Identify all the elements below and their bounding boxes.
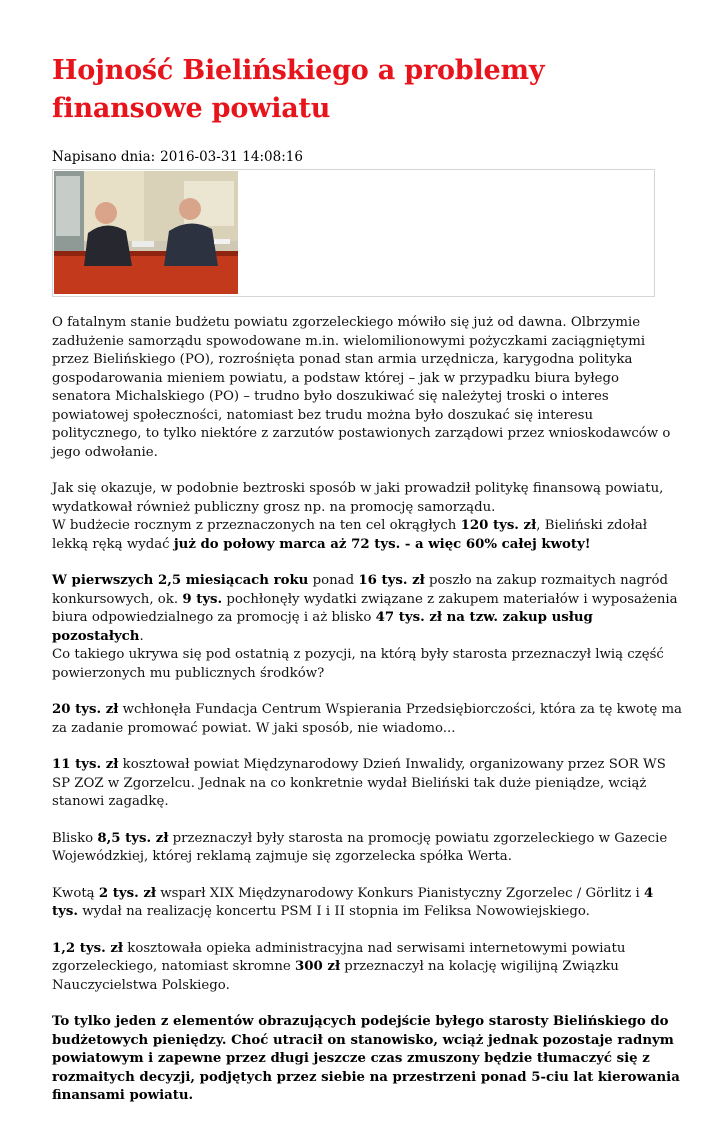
text-run: Jak się okazuje, w podobnie beztroski sposób w jaki prowadził politykę finansową powiatu, wydatkował również publiczny grosz np. na promocję samorządu. — [52, 481, 664, 515]
bold-text: 20 tys. zł — [52, 702, 119, 717]
bold-text: 9 tys. — [182, 591, 223, 607]
article-paragraph — [52, 885, 682, 922]
bold-text: już do połowy marca aż 72 tys. - a więc 60% całej kwoty! — [173, 536, 591, 552]
text-run: O fatalnym stanie budżetu powiatu zgorzeleckiego mówiło się już od dawna. Olbrzymie zadłużenie samorządu spowodowane m.in. wielomilionowymi pożyczkami zaciągniętymi przez Bielińskiego (PO), rozrośnięta ponad stan armia urzędnicza, karygodna polityka gospodarowania mieniem powiatu, a podstaw której – jak w przypadku biura byłego senatora Michalskiego (PO) – trudno było doszukiwać się należytej troski o interes powiatowej społeczności, natomiast bez trudu można było doszukać się interesu politycznego, to tylko niektóre z zarzutów postawionych zarządowi przez wnioskodawców o jego odwołanie. — [52, 315, 671, 460]
article-paragraph — [52, 830, 682, 867]
text-run: przeznaczył na kolację wigilijną Związku Nauczycielstwa Polskiego. — [52, 959, 619, 993]
text-run: , Bieliński zdołał lekką ręką wydać — [52, 518, 648, 552]
bold-text: 2 tys. zł — [98, 885, 156, 901]
text-run: kosztowała opieka administracyjna nad serwisami internetowymi powiatu zgorzeleckiego, natomiast skromne — [52, 940, 626, 974]
text-run: wydał na realizację koncertu PSM I i II stopnia im Feliksa Nowowiejskiego. — [77, 904, 590, 919]
photo-frame — [52, 169, 655, 297]
bold-text: 11 tys. zł — [52, 757, 119, 772]
article-body — [52, 314, 682, 1106]
date-value: 2016-03-31 14:08:16 — [160, 149, 303, 165]
bold-text: 16 tys. zł — [358, 573, 425, 588]
text-run: kosztował powiat Międzynarodowy Dzień Inwalidy, organizowany przez SOR WS SP ZOZ w Zgorzelcu. Jednak na co konkretnie wydał Bieliński tak duże pieniądze, wciąż stanowi zagadkę. — [52, 757, 666, 809]
bold-text: To tylko jeden z elementów obrazujących podejście byłego starosty Bielińskiego do budżetowych pieniędzy. Choć utracił on stanowisko, wciąż jednak pozostaje radnym powiatowym i zapewne przez długi jeszcze czas zmuszony będzie tłumaczyć się z rozmaitych decyzji, podjętych przez siebie na przestrzeni ponad 5-ciu lat kierowania finansami powiatu. — [52, 1014, 680, 1103]
article-paragraph — [52, 314, 682, 462]
text-run: . — [139, 628, 144, 644]
text-run: wsparł XIX Międzynarodowy Konkurs Pianistyczny Zgorzelec / Görlitz i — [156, 885, 645, 901]
bold-text: 47 tys. zł na tzw. zakup usług pozostałych — [52, 610, 593, 644]
text-run: przeznaczył były starosta na promocję powiatu zgorzeleckiego w Gazecie Wojewódzkiej, której reklamą zajmuje się zgorzelecka spółka Werta. — [52, 830, 668, 864]
text-run: ponad — [308, 573, 359, 588]
text-run: Co takiego ukrywa się pod ostatnią z pozycji, na którą były starosta przeznaczył lwią część powierzonych mu publicznych środków? — [52, 647, 664, 681]
bold-text: 4 tys. — [52, 885, 654, 919]
text-run: pochłonęły wydatki związane z zakupem materiałów i wyposażenia biura odpowiedzialnego za promocję i aż blisko — [52, 591, 678, 625]
article-paragraph — [52, 940, 682, 996]
article-photo — [54, 171, 238, 294]
article-title: Hojność Bielińskiego a problemy finansowe powiatu — [52, 55, 545, 124]
text-run: poszło na zakup rozmaitych nagród konkursowych, ok. — [52, 573, 669, 607]
bold-text: W pierwszych 2,5 miesiącach roku — [52, 573, 309, 588]
date-label: Napisano dnia: — [52, 149, 156, 165]
article — [52, 52, 682, 1124]
text-run: W budżecie rocznym z przeznaczonych na ten cel okrągłych — [52, 518, 461, 533]
article-paragraph — [52, 701, 682, 738]
text-run: wchłonęła Fundacja Centrum Wspierania Przedsiębiorczości, która za tę kwotę ma za zadanie promować powiat. W jaki sposób, nie wiadomo... — [52, 702, 682, 736]
article-paragraph — [52, 572, 682, 683]
article-paragraph — [52, 756, 682, 812]
bold-text: 1,2 tys. zł — [52, 940, 124, 956]
article-paragraph — [52, 480, 682, 554]
text-run: Kwotą — [52, 885, 99, 901]
bold-text: 300 zł — [295, 959, 341, 974]
text-run: Blisko — [52, 830, 98, 846]
bold-text: 120 tys. zł — [460, 518, 537, 533]
article-meta — [52, 148, 677, 166]
article-paragraph — [52, 1013, 682, 1106]
bold-text: 8,5 tys. zł — [97, 830, 169, 846]
